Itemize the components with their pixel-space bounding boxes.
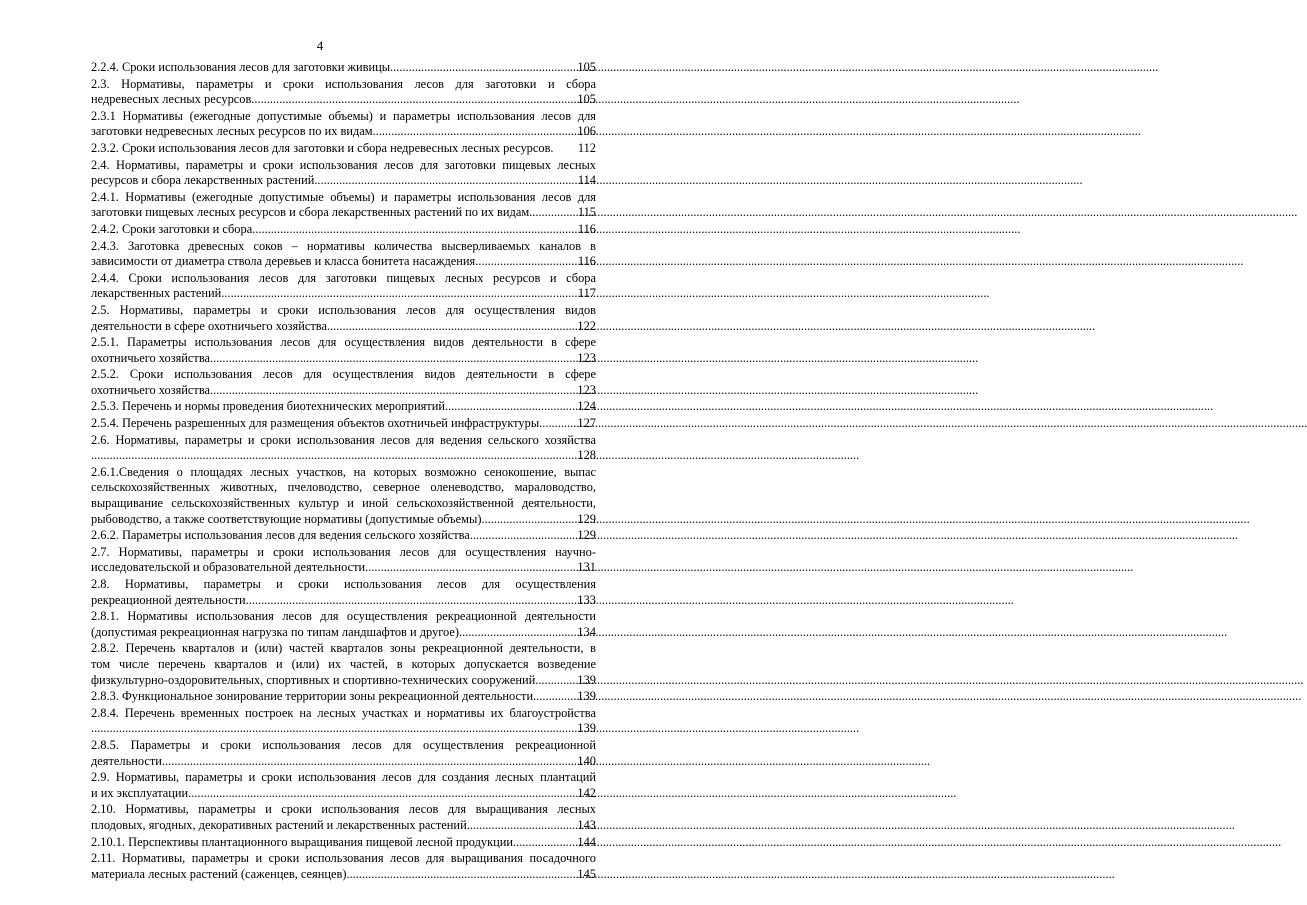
toc-entry[interactable] [91,141,596,157]
toc-page-number: 106 [577,124,596,139]
toc-page-number: 134 [577,624,596,639]
toc-entry[interactable] [91,689,596,705]
dot-leader [246,593,577,609]
toc-page-number: 123 [577,350,596,365]
toc-entry[interactable] [91,641,596,688]
toc-page-number: 116 [577,254,596,269]
page-number: 4 [316,38,324,53]
toc-page-number: 140 [577,753,596,768]
toc-entry-text: 2.4.1. Нормативы (ежегодные допустимые объемы) и параметры использования лесов для [91,189,596,204]
toc-page-number: 127 [577,416,596,431]
toc-entry-text: физкультурно-оздоровительных, спортивных и спортивно-технических сооружений [91,672,536,687]
dot-leader [327,319,576,335]
toc-entry[interactable] [91,416,596,432]
dot-leader [210,351,576,367]
toc-entry-text: охотничьего хозяйства [91,350,211,365]
toc-entry-text: 2.8.3. Функциональное зонирование территории зоны рекреационной деятельности [91,689,534,704]
toc-entry-text: 2.3.1 Нормативы (ежегодные допустимые объемы) и параметры использования лесов для [91,108,596,123]
dot-leader [535,673,576,689]
dot-leader [481,512,576,528]
document-page [0,0,640,905]
toc-entry-text: 2.7. Нормативы, параметры и сроки использования лесов для осуществления научно- [91,544,596,559]
toc-entry[interactable] [91,222,596,238]
dot-leader [533,689,576,705]
toc-entry-text: 2.3.2. Сроки использования лесов для заготовки и сбора недревесных лесных ресурсов. [91,140,554,155]
toc-entry[interactable] [91,60,596,76]
toc-entry[interactable] [91,802,596,833]
toc-entry[interactable] [91,465,596,527]
toc-entry[interactable] [91,367,596,398]
toc-entry[interactable] [91,609,596,640]
toc-entry[interactable] [91,835,596,851]
dot-leader [445,399,576,415]
toc-entry-text: рекреационной деятельности [91,592,246,607]
toc-page-number: 122 [577,318,596,333]
toc-entry-text: материала лесных растений (саженцев, сеянцев) [91,866,347,881]
toc-page-number: 142 [577,785,596,800]
dot-leader [91,721,576,737]
toc-entry-text: 2.2.4. Сроки использования лесов для заготовки живицы [91,60,391,74]
dot-leader [390,60,576,76]
toc-entry-text: 2.9. Нормативы, параметры и сроки использования лесов для создания лесных плантаций [91,770,596,785]
toc-entry[interactable] [91,239,596,270]
toc-entry-text: 2.4.3. Заготовка древесных соков – нормативы количества высверливаемых каналов в [91,238,596,253]
toc-entry-text: 2.5.3. Перечень и нормы проведения биотехнических мероприятий [91,399,445,414]
dot-leader [252,222,577,238]
toc-entry[interactable] [91,770,596,801]
toc-entry-text: зависимости от диаметра ствола деревьев и класса бонитета насаждения [91,254,476,269]
toc-entry-text: 2.5.2. Сроки использования лесов для осуществления видов деятельности в сфере [91,367,596,382]
toc-page-number: 105 [577,92,596,107]
toc-page-number: 128 [577,448,596,463]
toc-entry[interactable] [91,303,596,334]
toc-page-number: 123 [577,382,596,397]
toc-entry[interactable] [91,109,596,140]
toc-entry-text: заготовки недревесных лесных ресурсов по их видам [91,124,373,139]
toc-entry-text: 2.8. Нормативы, параметры и сроки использования лесов для осуществления [91,577,596,591]
dot-leader [251,92,576,108]
toc-entry-text: 2.8.4. Перечень временных построек на лесных участках и нормативы их благоустройства [91,705,596,720]
toc-page-number: 105 [577,60,596,74]
toc-page-number: 131 [577,560,596,575]
toc-entry-text: выращивание сельскохозяйственных культур и иной сельскохозяйственной деятельности, [91,496,596,511]
dot-leader [346,867,576,883]
toc-entry[interactable] [91,190,596,221]
toc-entry-text: 2.10.1. Перспективы плантационного выращивания пищевой лесной продукции [91,834,514,849]
toc-entry-text: 2.6. Нормативы, параметры и сроки использования лесов для ведения сельского хозяйства [91,432,596,447]
toc-entry-text: 2.6.2. Параметры использования лесов для ведения сельского хозяйства [91,528,470,543]
toc-page-number: 124 [577,399,596,414]
toc-entry-text: 2.5.4. Перечень разрешенных для размещения объектов охотничьей инфраструктуры [91,416,540,431]
toc-entry[interactable] [91,851,596,882]
toc-entry-text: рыбоводство, а также соответствующие нормативы (допустимые объемы) [91,511,482,526]
toc-entry[interactable] [91,271,596,302]
toc-entry[interactable] [91,706,596,737]
toc-entry-text: плодовых, ягодных, декоративных растений и лекарственных растений [91,817,467,832]
toc-page-number: 114 [577,173,596,188]
dot-leader [529,205,577,221]
toc-entry-text: 2.8.5. Параметры и сроки использования лесов для осуществления рекреационной [91,737,596,752]
toc-page-number: 139 [577,689,596,704]
toc-entry-text: 2.3. Нормативы, параметры и сроки использования лесов для заготовки и сбора [91,76,596,91]
toc-entry[interactable] [91,545,596,576]
dot-leader [467,818,577,834]
toc-entry-text: (допустимая рекреационная нагрузка по типам ландшафтов и другое) [91,624,460,639]
toc-entry[interactable] [91,77,596,108]
toc-entry-text: деятельности [91,753,162,768]
toc-entry-text: 2.4.4. Сроки использования лесов для заготовки пищевых лесных ресурсов и сбора [91,270,596,285]
toc-page-number: 112 [577,140,596,155]
table-of-contents [91,60,596,883]
toc-page-number: 129 [577,528,596,543]
toc-entry-text: 2.10. Нормативы, параметры и сроки использования лесов для выращивания лесных [91,802,596,817]
toc-page-number: 115 [577,205,596,220]
toc-page-number: 139 [577,721,596,736]
dot-leader [210,383,576,399]
toc-entry-text: заготовки пищевых лесных ресурсов и сбора лекарственных растений по их видам [91,205,530,220]
toc-entry[interactable] [91,528,596,544]
toc-entry-text: 2.8.2. Перечень кварталов и (или) частей кварталов зоны рекреационной деятельности, в [91,641,596,656]
toc-entry-text: деятельности в сфере охотничьего хозяйства [91,318,327,333]
toc-page-number: 116 [577,221,596,236]
toc-entry[interactable] [91,335,596,366]
toc-page-number: 129 [577,511,596,526]
toc-entry-text: и их эксплуатации [91,785,189,800]
dot-leader [475,254,577,270]
toc-entry-text: лекарственных растений [91,286,222,301]
toc-page-number: 139 [577,672,596,687]
toc-entry-text: охотничьего хозяйства [91,382,211,397]
toc-entry[interactable] [91,399,596,415]
dot-leader [91,448,576,464]
toc-entry-text: 2.6.1.Сведения о площадях лесных участков, на которых возможно сенокошение, выпас [91,464,596,479]
toc-entry[interactable] [91,158,596,189]
toc-entry-text: 2.4. Нормативы, параметры и сроки использования лесов для заготовки пищевых лесных [91,157,596,172]
toc-entry-text: сельскохозяйственных животных, пчеловодство, северное оленеводство, мараловодство, [91,480,596,495]
dot-leader [373,124,577,140]
dot-leader [365,560,576,576]
toc-page-number: 145 [577,866,596,881]
toc-entry[interactable] [91,577,596,608]
toc-page-number: 143 [577,817,596,832]
dot-leader [539,416,576,432]
dot-leader [162,754,576,770]
dot-leader [459,625,576,641]
dot-leader [513,835,576,851]
toc-entry-text: 2.11. Нормативы, параметры и сроки использования лесов для выращивания посадочного [91,851,596,866]
toc-page-number: 133 [577,592,596,607]
dot-leader [221,286,577,302]
toc-entry[interactable] [91,738,596,769]
toc-entry-text: исследовательской и образовательной деятельности [91,560,366,575]
dot-leader [470,528,577,544]
toc-page-number: 117 [577,286,596,301]
toc-entry-text: недревесных лесных ресурсов [91,92,252,107]
toc-entry[interactable] [91,433,596,464]
toc-entry-text: 2.4.2. Сроки заготовки и сбора [91,221,253,236]
dot-leader [188,786,576,802]
toc-entry-text: ресурсов и сбора лекарственных растений [91,173,315,188]
toc-page-number: 144 [577,834,596,849]
toc-entry-text: 2.5. Нормативы, параметры и сроки использования лесов для осуществления видов [91,302,596,317]
toc-entry-text: 2.8.1. Нормативы использования лесов для осуществления рекреационной деятельности [91,609,596,624]
toc-entry-text: 2.5.1. Параметры использования лесов для осуществления видов деятельности в сфере [91,335,596,350]
toc-entry-text: том числе перечень кварталов и (или) их частей, в которых допускается возведение [91,656,596,671]
dot-leader [314,173,577,189]
